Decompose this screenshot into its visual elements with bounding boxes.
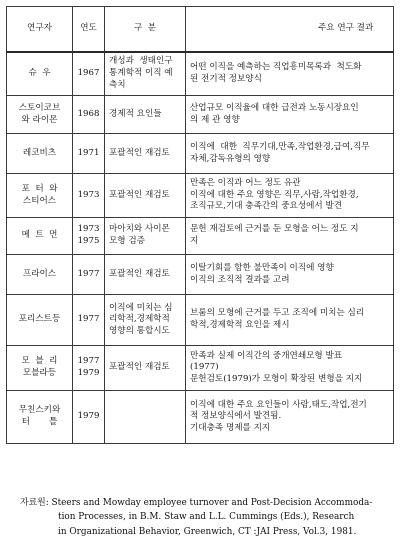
results-line: 이탈기회를 함한 불만족이 이직에 영향 — [190, 262, 334, 273]
results-cell — [186, 295, 394, 346]
table-row — [7, 52, 394, 96]
year-line: 1977 — [77, 356, 100, 367]
table-row — [7, 218, 394, 255]
results-line: 만족과 실제 이직간의 중개연쇄모형 발표 — [190, 350, 343, 361]
year-cell — [73, 218, 105, 255]
results-line: 의 제 관 영향 — [190, 114, 240, 125]
year-line: 1973 — [77, 224, 100, 235]
year-line: 1971 — [77, 147, 100, 158]
table-row — [7, 96, 394, 134]
researcher-cell — [7, 346, 73, 391]
results-line: 기대충족 명제를 지지 — [190, 422, 271, 433]
results-line: 브룸의 모형에 근거를 두고 조직에 미치는 심리 — [190, 308, 365, 319]
researcher-cell — [7, 295, 73, 346]
year-cell — [73, 174, 105, 218]
results-line: 적 정보양식에서 발견됨. — [190, 411, 282, 422]
results-line: 된 전기적 정보양식 — [190, 73, 262, 84]
results-cell — [186, 174, 394, 218]
classification-cell — [105, 52, 186, 96]
classification-line: 포괄적인 재검토 — [109, 189, 170, 200]
researcher-line: 스티어스 — [22, 195, 57, 206]
researcher-cell — [7, 391, 73, 444]
source-line: 자료원: Steers and Mowday employee turnover and Post-Decision Accommoda- — [20, 498, 373, 508]
results-line: 만족은 이직과 어느 정도 유관 — [190, 178, 301, 189]
table-row — [7, 346, 394, 391]
classification-line: 포괄적인 재검토 — [109, 147, 170, 158]
results-cell — [186, 218, 394, 255]
results-line: 이직에 대한 주요 요인들이 사람,태도,작업,전기 — [190, 399, 367, 410]
researcher-line: 슈 우 — [28, 67, 51, 78]
classification-cell — [105, 218, 186, 255]
researcher-cell — [7, 134, 73, 174]
year-cell — [73, 295, 105, 346]
classification-line: 포괄적인 재검토 — [109, 268, 170, 279]
researcher-cell — [7, 255, 73, 295]
researcher-line: 터 틀 — [21, 417, 58, 427]
source-line: tion Processes, in B.M. Staw and L.L. Cummings (Eds.), Research — [58, 512, 355, 523]
researcher-line: 무친스키와 — [18, 405, 61, 416]
researcher-cell — [7, 96, 73, 134]
results-cell — [186, 255, 394, 295]
researcher-line: 모블라등 — [22, 368, 57, 378]
researcher-line: 포리스트등 — [18, 314, 61, 325]
researcher-cell — [7, 174, 73, 218]
year-cell — [73, 134, 105, 174]
results-line: (1977) — [190, 362, 219, 373]
classification-cell — [105, 346, 186, 391]
year-line: 1967 — [77, 67, 100, 78]
year-line: 1979 — [77, 411, 100, 422]
classification-line: 포괄적인 재검토 — [109, 362, 170, 373]
results-cell — [186, 346, 394, 391]
classification-line: 통계학적 이직 예 — [109, 67, 173, 78]
classification-cell — [105, 391, 186, 444]
results-line: 이직의 조직적 결과를 고려 — [190, 274, 290, 285]
classification-line: 영향의 통합시도 — [109, 325, 170, 336]
researcher-cell — [7, 218, 73, 255]
results-line: 조직규모,기대 충족간의 중요성에서 발견 — [190, 201, 343, 212]
table-row — [7, 174, 394, 218]
year-line: 1975 — [77, 236, 100, 246]
researcher-line: 포 터 와 — [21, 183, 58, 194]
results-line: 산업규모 이직율에 대한 급전과 노동시장요인 — [190, 102, 359, 113]
classification-line: 모형 검증 — [109, 236, 145, 246]
results-line: 어떤 이직을 예측하는 직업흥미목록과 척도화 — [190, 62, 362, 73]
classification-line: 리학적,경제학적 — [109, 314, 170, 325]
researcher-line: 프라이스 — [22, 268, 57, 279]
classification-cell — [105, 295, 186, 346]
results-cell — [186, 52, 394, 96]
results-cell — [186, 391, 394, 444]
table-row — [7, 295, 394, 346]
header-results: 주요 연구 결과 — [186, 7, 394, 52]
results-line: 이직에 대한 주요 영향은 직무,사람,작업환경, — [190, 189, 359, 200]
results-line: 문헌 재검토에 근거를 둔 모형을 어느 정도 지 — [190, 224, 359, 235]
classification-cell — [105, 174, 186, 218]
year-line: 1968 — [77, 108, 100, 119]
year-cell — [73, 52, 105, 96]
year-line: 1973 — [77, 189, 100, 200]
header-year: 연도 — [73, 7, 105, 52]
research-summary-table — [6, 6, 394, 444]
year-cell — [73, 346, 105, 391]
results-line: 지 — [190, 236, 199, 246]
classification-line: 마아치와 사이몬 — [109, 224, 170, 235]
table-row — [7, 255, 394, 295]
results-line: 이직에 대한 직무기대,만족,작업환경,급여,직무 — [190, 141, 370, 152]
table-body — [7, 52, 394, 444]
classification-line: 이직에 미치는 심 — [109, 302, 173, 313]
classification-cell — [105, 255, 186, 295]
year-cell — [73, 255, 105, 295]
results-line: 문헌검토(1979)가 모형이 확장된 변형을 지지 — [190, 373, 363, 384]
header-researcher: 연구자 — [7, 7, 73, 52]
source-citation — [20, 496, 394, 539]
results-cell — [186, 96, 394, 134]
researcher-line: 스토이코브 — [18, 102, 61, 113]
classification-line: 개성과 생태인구 — [109, 56, 173, 67]
researcher-line: 레코비츠 — [22, 147, 57, 158]
table-header-row — [7, 7, 394, 52]
year-cell — [73, 391, 105, 444]
year-line: 1977 — [77, 268, 100, 279]
classification-line: 측치 — [109, 79, 126, 90]
classification-cell — [105, 96, 186, 134]
classification-line: 경제적 요인들 — [109, 108, 162, 119]
table-row — [7, 391, 394, 444]
source-line: in Organizational Behavior, Greenwich, CT :JAI Press, Vol.3, 1981. — [58, 526, 357, 537]
results-line: 자체,감독유형의 영향 — [190, 153, 271, 164]
classification-cell — [105, 134, 186, 174]
researcher-cell — [7, 52, 73, 96]
year-cell — [73, 96, 105, 134]
researcher-line: 모 블 리 — [21, 356, 58, 367]
year-line: 1979 — [77, 368, 100, 378]
table-row — [7, 134, 394, 174]
results-cell — [186, 134, 394, 174]
results-line: 학적,경제학적 요인을 제시 — [190, 320, 290, 330]
researcher-line: 메 트 먼 — [21, 230, 58, 241]
researcher-line: 와 라이몬 — [21, 114, 58, 125]
header-classification: 구 분 — [105, 7, 186, 52]
year-line: 1977 — [77, 314, 100, 325]
